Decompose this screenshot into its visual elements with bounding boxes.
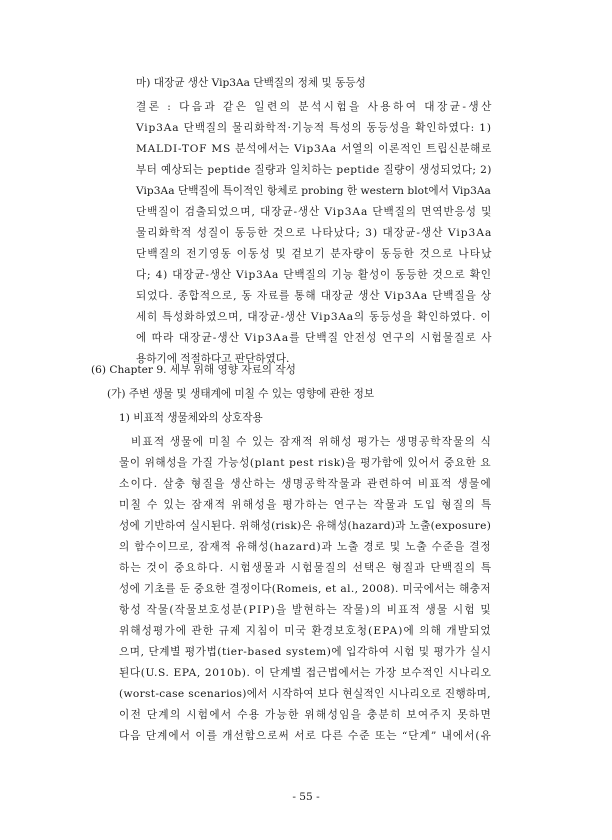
conclusion-line: 결론 : 다음과 같은 일련의 분석시험을 사용하여 대장균-생산 <box>136 101 494 113</box>
body-line: 으며, 단계별 평가법(tier-based system)에 입각하여 시험 및 평가가 실시 <box>119 646 492 658</box>
conclusion-line: MALDI-TOF MS 분석에서는 Vip3Aa 서열의 이론적인 트립신분해로 <box>136 143 493 155</box>
body-line: 하는 것이 중요하다. 시험생물과 시험물질의 선택은 형질과 단백질의 특 <box>119 562 493 574</box>
page-number: - 55 - <box>292 790 320 803</box>
body-line: (worst-case scenarios)에서 시작하여 보다 현실적인 시나리오로 진행하며, <box>119 688 491 700</box>
item-heading-1: 1) 비표적 생물체와의 상호작용 <box>119 412 263 424</box>
body-line: 성에 기반하여 실시된다. 위해성(risk)은 유해성(hazard)과 노출(exposure) <box>119 520 492 532</box>
conclusion-line: 단백질이 검출되었으며, 대장균-생산 Vip3Aa 단백질의 면역반응성 및 <box>136 206 493 218</box>
section-heading-ma: 마) 대장균 생산 Vip3Aa 단백질의 정체 및 동등성 <box>136 77 366 89</box>
conclusion-line: 세히 특성화하였으며, 대장균-생산 Vip3Aa의 동등성을 확인하였다. 이 <box>136 311 492 323</box>
conclusion-line: Vip3Aa 단백질에 특이적인 항체로 probing 한 western blot에서 Vip3Aa <box>136 185 491 197</box>
body-line: 물이 위해성을 가질 가능성(plant pest risk)을 평가함에 있어서 중요한 요 <box>119 457 492 469</box>
body-line: 소이다. 살충 형질을 생산하는 생명공학작물과 관련하여 비표적 생물에 <box>119 478 493 490</box>
body-line: 위해성평가에 관한 규제 지침이 미국 환경보호청(EPA)에 의해 개발되었 <box>119 625 492 637</box>
body-line: 된다(U.S. EPA, 2010b). 이 단계별 접근법에서는 가장 보수적인 시나리오 <box>119 667 492 679</box>
body-line: 항성 작물(작물보호성분(PIP)을 발현하는 작물)의 비표적 생물 시험 및 <box>119 604 492 616</box>
body-line: 비표적 생물에 미칠 수 있는 잠재적 위해성 평가는 생명공학작물의 식 <box>131 436 493 448</box>
subsection-heading-ga: (가) 주변 생물 및 생태계에 미칠 수 있는 영향에 관한 정보 <box>107 388 375 400</box>
conclusion-line: 단백질의 전기영동 이동성 및 겉보기 분자량이 동등한 것으로 나타났 <box>136 248 493 260</box>
conclusion-line: 다; 4) 대장균-생산 Vip3Aa 단백질의 기능 활성이 동등한 것으로 확인 <box>136 269 492 281</box>
chapter-heading: (6) Chapter 9. 세부 위해 영향 자료의 작성 <box>91 364 296 376</box>
body-line: 미칠 수 있는 잠재적 위해성을 평가하는 연구는 작물과 도입 형질의 특 <box>119 499 493 511</box>
conclusion-line: 에 따라 대장균-생산 Vip3Aa를 단백질 안전성 연구의 시험물질로 사 <box>136 332 493 344</box>
body-line: 의 함수이므로, 잠재적 유해성(hazard)과 노출 경로 및 노출 수준을 결정 <box>119 541 492 553</box>
body-line: 다음 단계에서 이를 개선함으로써 서로 다른 수준 또는 “단계” 내에서(유 <box>119 730 492 742</box>
conclusion-line: Vip3Aa 단백질의 물리화학적·기능적 특성의 동등성을 확인하였다: 1) <box>136 122 492 134</box>
conclusion-line: 물리화학적 성질이 동등한 것으로 나타났다; 3) 대장균-생산 Vip3Aa <box>136 227 493 239</box>
conclusion-line: 되었다. 종합적으로, 동 자료를 통해 대장균 생산 Vip3Aa 단백질을 상 <box>136 290 492 302</box>
body-line: 이전 단계의 시험에서 수용 가능한 위해성임을 충분히 보여주지 못하면 <box>119 709 493 721</box>
conclusion-line: 용하기에 적절하다고 판단하였다. <box>136 353 290 365</box>
body-line: 성에 기초를 둔 중요한 결정이다(Romeis, et al., 2008). 미국에서는 해충저 <box>119 583 491 595</box>
conclusion-line: 부터 예상되는 peptide 질량과 일치하는 peptide 질량이 생성되었다; 2) <box>136 164 492 176</box>
